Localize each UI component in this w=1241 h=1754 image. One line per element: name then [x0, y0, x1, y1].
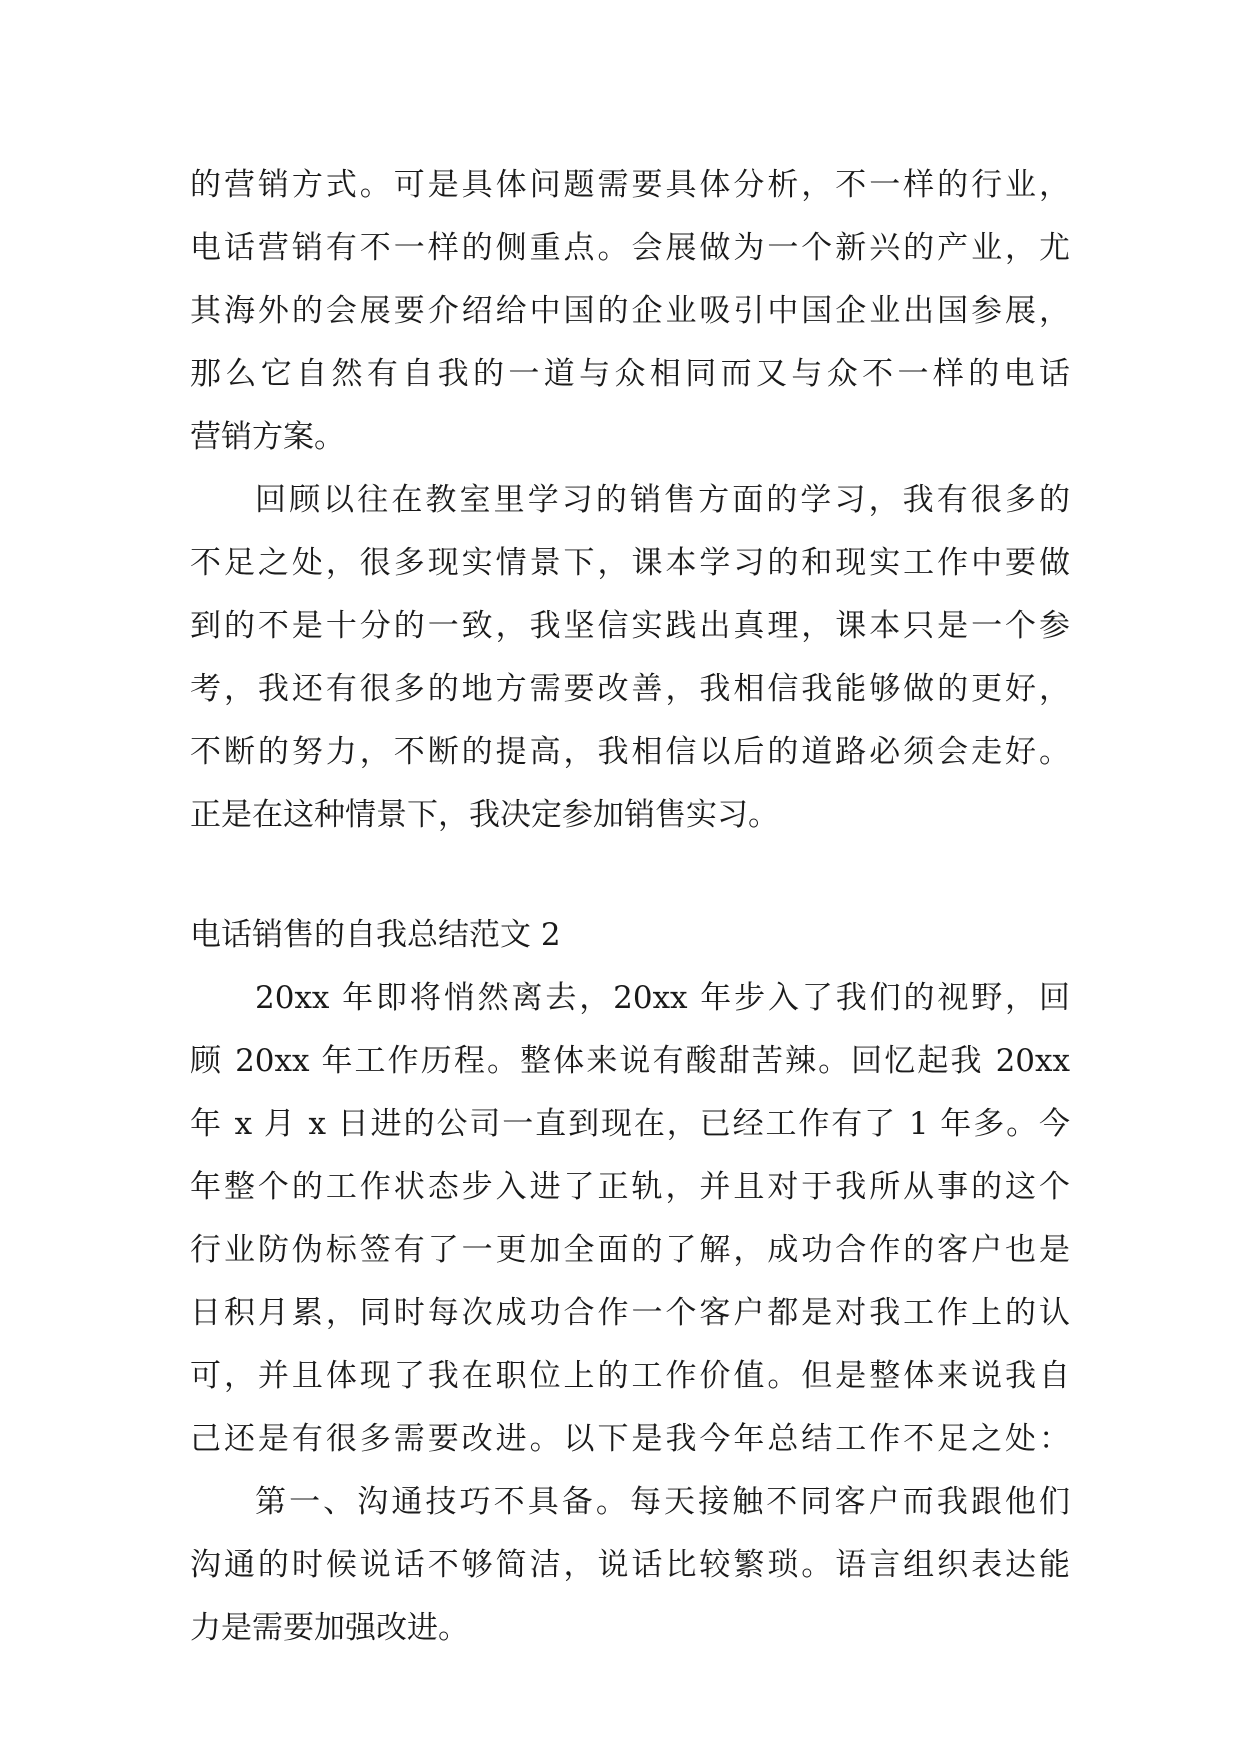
- paragraph-2-line-3: 到的不是十分的一致，我坚信实践出真理，课本只是一个参: [190, 608, 1070, 644]
- paragraph-1-line-3: 其海外的会展要介绍给中国的企业吸引中国企业出国参展，: [190, 293, 1070, 329]
- paragraph-2-line-4: 考，我还有很多的地方需要改善，我相信我能够做的更好，: [190, 671, 1070, 707]
- paragraph-2-line-6: 正是在这种情景下，我决定参加销售实习。: [190, 797, 779, 833]
- paragraph-1-line-5: 营销方案。: [190, 419, 345, 455]
- paragraph-3-line-6: 日积月累，同时每次成功合作一个客户都是对我工作上的认: [190, 1295, 1070, 1331]
- paragraph-3-line-1: 20xx 年即将悄然离去，20xx 年步入了我们的视野，回: [255, 980, 1070, 1016]
- section-heading: 电话销售的自我总结范文 2: [190, 917, 561, 953]
- paragraph-3-line-8: 己还是有很多需要改进。以下是我今年总结工作不足之处：: [190, 1421, 1070, 1457]
- paragraph-2-line-5: 不断的努力，不断的提高，我相信以后的道路必须会走好。: [190, 734, 1070, 770]
- paragraph-1-line-4: 那么它自然有自我的一道与众相同而又与众不一样的电话: [190, 356, 1070, 392]
- paragraph-4-line-2: 沟通的时候说话不够简洁，说话比较繁琐。语言组织表达能: [190, 1547, 1070, 1583]
- paragraph-3-line-7: 可，并且体现了我在职位上的工作价值。但是整体来说我自: [190, 1358, 1070, 1394]
- paragraph-2-line-2: 不足之处，很多现实情景下，课本学习的和现实工作中要做: [190, 545, 1070, 581]
- paragraph-1-line-2: 电话营销有不一样的侧重点。会展做为一个新兴的产业，尤: [190, 230, 1070, 266]
- paragraph-1-line-1: 的营销方式。可是具体问题需要具体分析，不一样的行业，: [190, 167, 1070, 203]
- paragraph-2-line-1: 回顾以往在教室里学习的销售方面的学习，我有很多的: [255, 482, 1070, 518]
- paragraph-3-line-4: 年整个的工作状态步入进了正轨，并且对于我所从事的这个: [190, 1169, 1070, 1205]
- paragraph-4-line-1: 第一、沟通技巧不具备。每天接触不同客户而我跟他们: [255, 1484, 1070, 1520]
- paragraph-3-line-2: 顾 20xx 年工作历程。整体来说有酸甜苦辣。回忆起我 20xx: [190, 1043, 1070, 1079]
- paragraph-4-line-3: 力是需要加强改进。: [190, 1610, 469, 1646]
- paragraph-3-line-3: 年 x 月 x 日进的公司一直到现在，已经工作有了 1 年多。今: [190, 1106, 1070, 1142]
- paragraph-3-line-5: 行业防伪标签有了一更加全面的了解，成功合作的客户也是: [190, 1232, 1070, 1268]
